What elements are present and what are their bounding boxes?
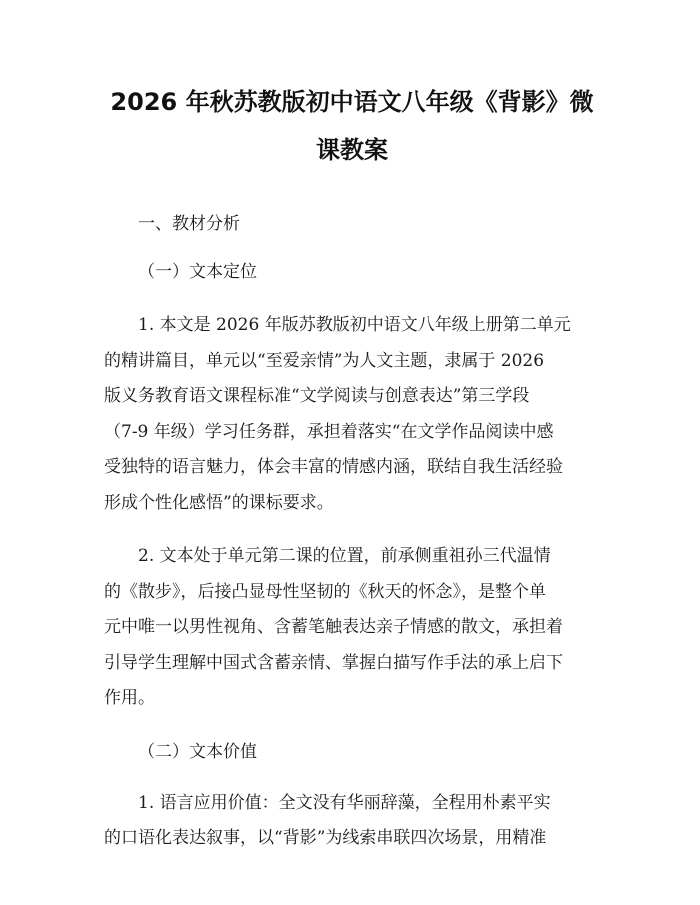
- paragraph-2-line: 元中唯一以男性视角、含蓄笔触表达亲子情感的散文，承担着: [104, 617, 563, 637]
- paragraph-3-line: 1. 语言应用价值：全文没有华丽辞藻，全程用朴素平实: [138, 792, 551, 813]
- paragraph-2-line: 的《散步》，后接凸显母性坚韧的《秋天的怀念》，是整个单: [104, 581, 546, 602]
- subsection-heading-text-positioning: （一）文本定位: [138, 262, 257, 282]
- paragraph-1-line: （7-9 年级）学习任务群，承担着落实“在文学作品阅读中感: [104, 421, 554, 442]
- paragraph-2-line: 引导学生理解中国式含蓄亲情、掌握白描写作手法的承上启下: [104, 652, 563, 673]
- subsection-heading-text-value: （二）文本价值: [138, 741, 257, 762]
- paragraph-1-line: 的精讲篇目，单元以“至爱亲情”为人文主题，隶属于 2026: [104, 350, 545, 371]
- paragraph-2-line: 2. 文本处于单元第二课的位置，前承侧重祖孙三代温情: [138, 546, 551, 566]
- paragraph-1-line: 1. 本文是 2026 年版苏教版初中语文八年级上册第二单元: [138, 315, 571, 335]
- section-heading-teaching-material-analysis: 一、教材分析: [138, 214, 240, 234]
- document-title: [104, 0, 600, 174]
- paragraph-3: [104, 786, 600, 857]
- paragraph-1-line: 版义务教育语文课程标准“文学阅读与创意表达”第三学段: [104, 386, 530, 406]
- paragraph-3-line: 的口语化表达叙事，以“背影”为线索串联四次场景，用精准: [104, 828, 547, 848]
- paragraph-1: [104, 308, 600, 521]
- paragraph-1-line: 形成个性化感悟”的课标要求。: [104, 492, 334, 513]
- paragraph-1-line: 受独特的语言魅力，体会丰富的情感内涵，联结自我生活经验: [104, 457, 563, 477]
- title-line-1: 2026 年秋苏教版初中语文八年级《背影》微: [110, 88, 594, 116]
- paragraph-2: [104, 539, 600, 717]
- paragraph-2-line: 作用。: [104, 688, 155, 708]
- title-line-2: 课教案: [316, 136, 388, 164]
